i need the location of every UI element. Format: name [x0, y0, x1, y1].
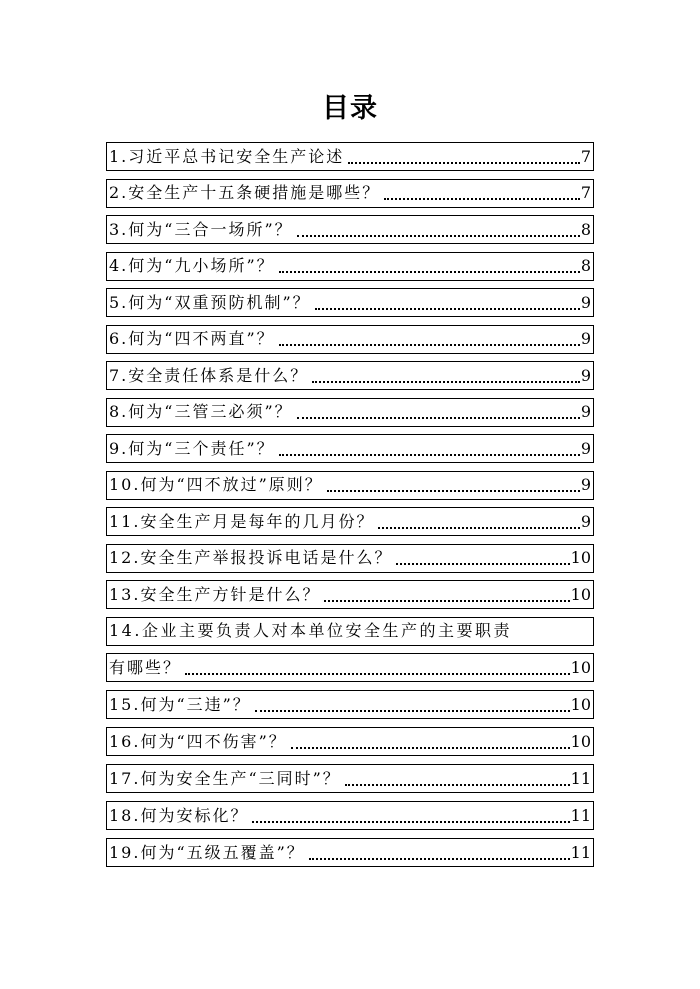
toc-entry-label: 18.何为安标化？ [109, 805, 249, 825]
dot-leader [384, 184, 580, 200]
dot-leader [327, 476, 580, 492]
toc-page-number: 10 [570, 694, 591, 714]
dot-leader [297, 221, 580, 237]
toc-page-number: 7 [580, 146, 591, 166]
toc-entry-4[interactable] [106, 252, 594, 281]
toc-entry-label: 7.安全责任体系是什么？ [109, 365, 309, 385]
toc-page-number: 11 [570, 768, 591, 788]
toc-entry-19[interactable] [106, 838, 594, 867]
toc-entry-13[interactable] [106, 580, 594, 609]
toc-entry-10[interactable] [106, 471, 594, 500]
dot-leader [297, 403, 580, 419]
toc-entry-label: 12.安全生产举报投诉电话是什么？ [109, 548, 393, 567]
dot-leader [279, 440, 580, 456]
toc-page-number: 9 [580, 511, 591, 531]
toc-entry-17[interactable] [106, 764, 594, 793]
toc-page-number: 8 [580, 256, 591, 275]
dot-leader [345, 770, 570, 786]
dot-leader [348, 148, 580, 164]
dot-leader [309, 844, 570, 860]
toc-entry-label: 17.何为安全生产“三同时”？ [109, 768, 341, 788]
toc-page-number: 10 [570, 584, 591, 604]
toc-page-number: 10 [570, 548, 591, 567]
toc-entry-label: 16.何为“四不伤害”？ [109, 731, 287, 751]
toc-entry-6[interactable] [106, 325, 594, 354]
dot-leader [279, 257, 580, 273]
toc-entry-3[interactable] [106, 215, 594, 244]
toc-entry-label: 6.何为“四不两直”？ [109, 329, 275, 348]
toc-entry-2[interactable] [106, 179, 594, 208]
toc-entry-18[interactable] [106, 801, 594, 830]
toc-entry-16[interactable] [106, 727, 594, 756]
toc-entry-9[interactable] [106, 434, 594, 463]
dot-leader [312, 367, 580, 383]
dot-leader [396, 549, 569, 565]
dot-leader [378, 513, 579, 529]
toc-page-number: 9 [580, 329, 591, 348]
toc-entry-label: 14.企业主要负责人对本单位安全生产的主要职责 [109, 621, 512, 640]
toc-page-number: 7 [580, 183, 591, 202]
toc-entry-15[interactable] [106, 690, 594, 719]
dot-leader [324, 586, 569, 602]
dot-leader [315, 294, 580, 310]
toc-page-number: 10 [570, 731, 591, 751]
toc-entry-8[interactable] [106, 398, 594, 427]
toc-entry-label: 15.何为“三违”？ [109, 694, 251, 714]
toc-page-number: 11 [570, 842, 591, 862]
toc-entry-label: 2.安全生产十五条硬措施是哪些？ [109, 183, 381, 202]
toc-entry-label: 19.何为“五级五覆盖”？ [109, 842, 305, 862]
toc-entry-7[interactable] [106, 361, 594, 390]
toc-entry-label: 有哪些？ [109, 657, 182, 677]
toc-entry-14-line-2[interactable] [106, 653, 594, 682]
toc-entry-5[interactable] [106, 288, 594, 317]
dot-leader [291, 733, 570, 749]
dot-leader [279, 330, 580, 346]
toc-page-number: 9 [580, 438, 591, 458]
toc-entry-label: 11.安全生产月是每年的几月份？ [109, 511, 375, 531]
dot-leader [255, 696, 570, 712]
toc-page-number: 9 [580, 402, 591, 421]
toc-entry-label: 1.习近平总书记安全生产论述 [109, 146, 345, 166]
toc-page-number: 8 [580, 219, 591, 239]
toc-entry-11[interactable] [106, 507, 594, 536]
toc-page-number: 9 [580, 475, 591, 494]
toc-entry-label: 4.何为“九小场所”？ [109, 256, 275, 275]
toc-entry-label: 3.何为“三合一场所”？ [109, 219, 293, 239]
toc-page-number: 9 [580, 292, 591, 312]
toc-entry-label: 8.何为“三管三必须”？ [109, 402, 293, 421]
toc-entry-label: 13.安全生产方针是什么？ [109, 584, 321, 604]
toc-entry-14-line-1[interactable] [106, 617, 594, 646]
dot-leader [252, 807, 569, 823]
toc-entry-label: 5.何为“双重预防机制”？ [109, 292, 311, 312]
toc-entry-12[interactable] [106, 544, 594, 573]
toc-entry-label: 9.何为“三个责任”？ [109, 438, 275, 458]
toc-page-number: 9 [580, 365, 591, 385]
toc-entry-1[interactable] [106, 142, 594, 171]
page-title: 目录 [322, 93, 378, 124]
toc-page-number: 10 [570, 657, 591, 677]
toc-page-number: 11 [570, 805, 591, 825]
toc-entry-label: 10.何为“四不放过”原则？ [109, 475, 323, 494]
dot-leader [185, 659, 570, 675]
